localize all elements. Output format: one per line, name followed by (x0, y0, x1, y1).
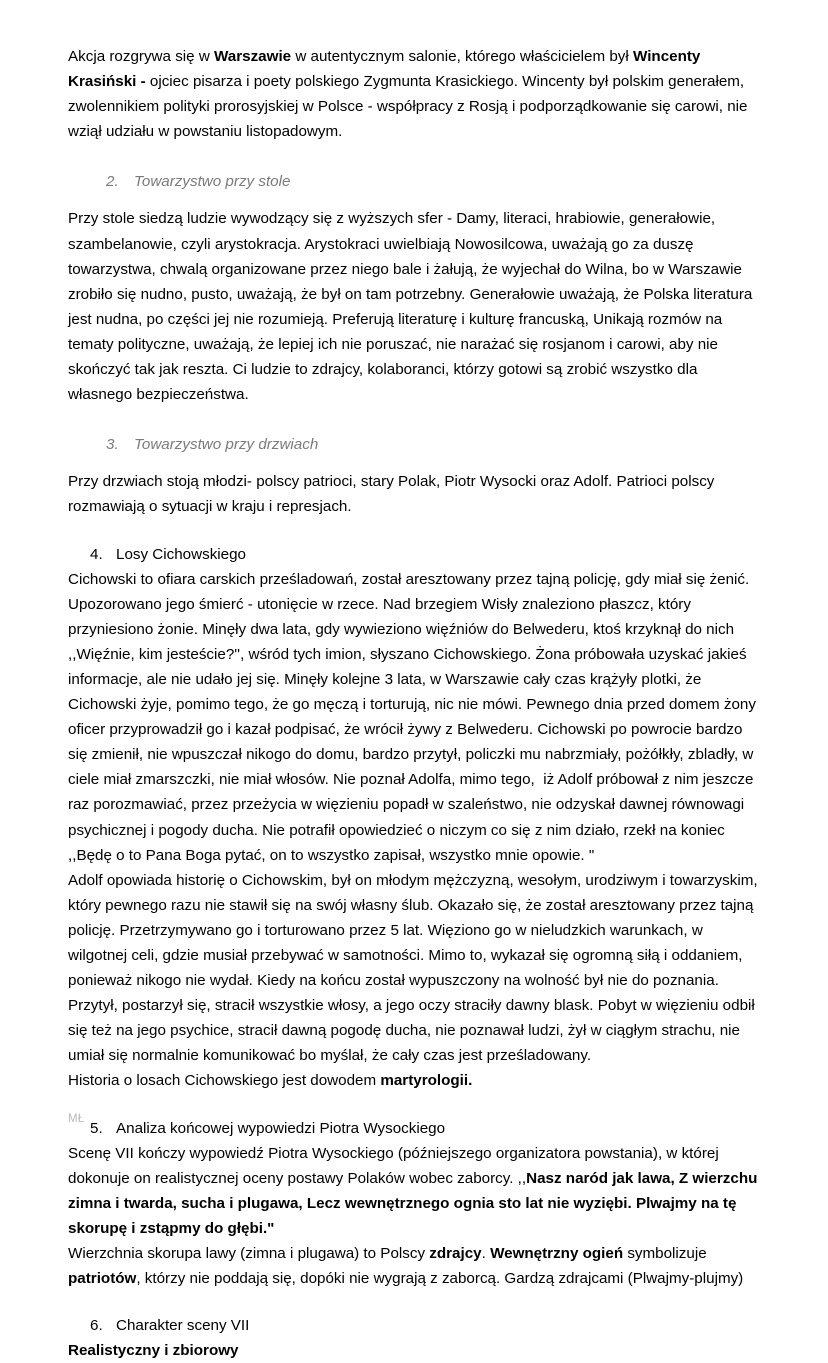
section-body-3: Przy drzwiach stoją młodzi- polscy patrioci, stary Polak, Piotr Wysocki oraz Adolf. Patrioci polscy rozmawiają o sytuacji w kraju i represjach. (68, 473, 719, 516)
section-title-6: Charakter sceny VII (116, 1317, 250, 1335)
spacer (68, 1291, 760, 1313)
analysis-bold-wewnetrzny-ogien: Wewnętrzny ogień (490, 1245, 624, 1263)
intro-bold-krasinski: Wincenty Krasiński - (68, 48, 705, 91)
analysis-text-3: symbolizuje (623, 1245, 711, 1263)
section-number-6: 6. (90, 1317, 103, 1335)
section-title-3: Towarzystwo przy drzwiach (134, 436, 319, 454)
section-title-2: Towarzystwo przy stole (134, 173, 291, 191)
spacer (68, 194, 760, 206)
section-body-6 (68, 1338, 760, 1363)
analysis-text-4: , którzy nie poddają się, dopóki nie wygrają z zaborcą. Gardzą zdrajcami (Plwajmy-plujmy) (136, 1270, 744, 1288)
quote-intro-text: Scenę VII kończy wypowiedź Piotra Wysockiego (późniejszego organizatora powstania), w której dokonuje on realistycznej oceny postawy Polaków wobec zaborcy. ,, (68, 1144, 723, 1187)
conclusion-text: Historia o losach Cichowskiego jest dowodem (68, 1072, 381, 1090)
section-heading-6 (68, 1313, 760, 1338)
section-heading-3 (68, 432, 760, 457)
spacer (68, 520, 760, 542)
conclusion-bold-martyrologii: martyrologii. (380, 1072, 473, 1090)
analysis-text-2: . (481, 1245, 491, 1263)
section-6-bold-answer: Realistyczny i zbiorowy (68, 1342, 239, 1360)
intro-text-3: ojciec pisarza i poety polskiego Zygmunta Krasickiego. Wincenty był polskim generałem, zwolennikiem polityki prorosyjskiej w Polsce - współpracy z Rosją i podporządkowanie się carowi, nie wziął udziału w powstaniu listopadowym. (68, 73, 752, 141)
section-heading-4 (68, 542, 760, 567)
section-body-2: Przy stole siedzą ludzie wywodzący się z wyższych sfer - Damy, literaci, hrabiowie, generałowie, szambelanowie, czyli arystokracja. Arystokraci uwielbiają Nowosilcowa, uważają go za duszę towarzystwa, chwalą organizowane przez niego bale i żałują, że wyjechał do Wilna, bo w Warszawie zrobiło się nudno, pusto, uważają, że był on tam potrzebny. Generałowie uważają, że Polska literatura jest nudna, po części jej nie rozumieją. Preferują literaturę i kulturę francuską, Unikają rozmów na tematy polityczne, uważają, że lepiej ich nie poruszać, nie narażać się rosjanom i carowi, aby nie skończyć tak jak reszta. Ci ludzie to zdrajcy, kolaboranci, którzy gotowi są zrobić wszystko dla własnego bezpieczeństwa. (68, 210, 757, 404)
section-body-5-quote (68, 1141, 760, 1241)
section-number-4: 4. (90, 545, 103, 563)
spacer (68, 144, 760, 169)
section-body-4-part-2: Adolf opowiada historię o Cichowskim, był on młodym mężczyzną, wesołym, urodziwym i towarzyskim, który pewnego razu nie stawił się na swój własny ślub. Okazało się, że został aresztowany przez tajną policję. Przetrzymywano go i torturowano przez 5 lat. Więziono go w nieludzkich warunkach, w wilgotnej celi, gdzie musiał przebywać w samotności. Mimo to, wykazał się ogromną siłą i oddaniem, ponieważ nikogo nie wydał. Kiedy na końcu został wypuszczony na wolność był nie do poznania. Przytył, postarzył się, stracił wszystkie włosy, a jego oczy straciły dawny blask. Pobyt w więzieniu odbił się też na jego psychice, stracił dawną pogodę ducha, nie poznawał ludzi, żył w ciągłym strachu, nie umiał się normalnie komunikować bo myślał, że cały czas jest prześladowany. (68, 871, 762, 1065)
wysocki-quote-bold: Nasz naród jak lawa, Z wierzchu zimna i twarda, sucha i plugawa, Lecz wewnętrznego ognia sto lat nie wyziębi. Plwajmy na tę skorupę i zstąpmy do głębi." (68, 1169, 762, 1237)
section-number-2: 2. (106, 173, 119, 191)
spacer (68, 1094, 760, 1116)
intro-text-2: w autentycznym salonie, którego właścicielem był (291, 48, 633, 65)
section-heading-2 (68, 169, 760, 194)
section-body-4-part-1: Cichowski to ofiara carskich prześladowań, został aresztowany przez tajną policję, gdy miał się żenić. Upozorowano jego śmierć - utonięcie w rzece. Nad brzegiem Wisły znaleziono płaszcz, który przyniesiono żonie. Minęły dwa lata, gdy wywieziono więźniów do Belwederu, ktoś krzyknął do nich ,,Więźnie, kim jesteście?'', wśród tych imion, słyszano Cichowskiego. Żona próbowała uzyskać jakieś informacje, ale nie udało jej się. Minęły kolejne 3 lata, w Warszawie cały czas krążyły plotki, że Cichowski żyje, pomimo tego, że go męczą i torturują, nic nie mówi. Pewnego dnia przed domem żony oficer przyprowadził go i kazał podpisać, że wrócił żywy z Belwederu. Cichowski po powrocie bardzo się zmienił, nie wpuszczał nikogo do domu, bardzo przytył, policzki mu nabrzmiały, pożółkły, zbladły, w ciele miał zmarszczki, nie miał włosów. Nie poznał Adolfa, mimo tego, iż Adolf próbował z nim jeszcze raz porozmawiać, przez przeżycia w więzieniu popadł w szaleństwo, nie odzyskał dawnej równowagi psychicznej i pogody ducha. Nie potrafił opowiedzieć o niczym co się z nim działo, rzekł na koniec ,,Będę o to Pana Boga pytać, on to wszystko zapisał, wszystko mnie opowie. " (68, 570, 761, 864)
section-heading-5 (68, 1116, 760, 1141)
intro-bold-warszawie: Warszawie (214, 48, 292, 65)
intro-text-1: Akcja rozgrywa się w (68, 48, 215, 65)
spacer (68, 407, 760, 432)
intro-paragraph (68, 44, 760, 144)
section-title-5: Analiza końcowej wypowiedzi Piotra Wysockiego (116, 1119, 446, 1137)
section-body-4-conclusion (68, 1068, 760, 1093)
document-body (68, 44, 760, 1363)
section-body-5-analysis (68, 1241, 760, 1291)
section-number-5: 5. (90, 1119, 103, 1137)
analysis-bold-patriotow: patriotów (68, 1270, 137, 1288)
section-number-3: 3. (106, 436, 119, 454)
section-title-4: Losy Cichowskiego (116, 545, 246, 563)
analysis-bold-zdrajcy: zdrajcy (429, 1245, 482, 1263)
spacer (68, 457, 760, 469)
footer-initials: MŁ (68, 1113, 85, 1125)
analysis-text-1: Wierzchnia skorupa lawy (zimna i plugawa) to Polscy (68, 1245, 430, 1263)
